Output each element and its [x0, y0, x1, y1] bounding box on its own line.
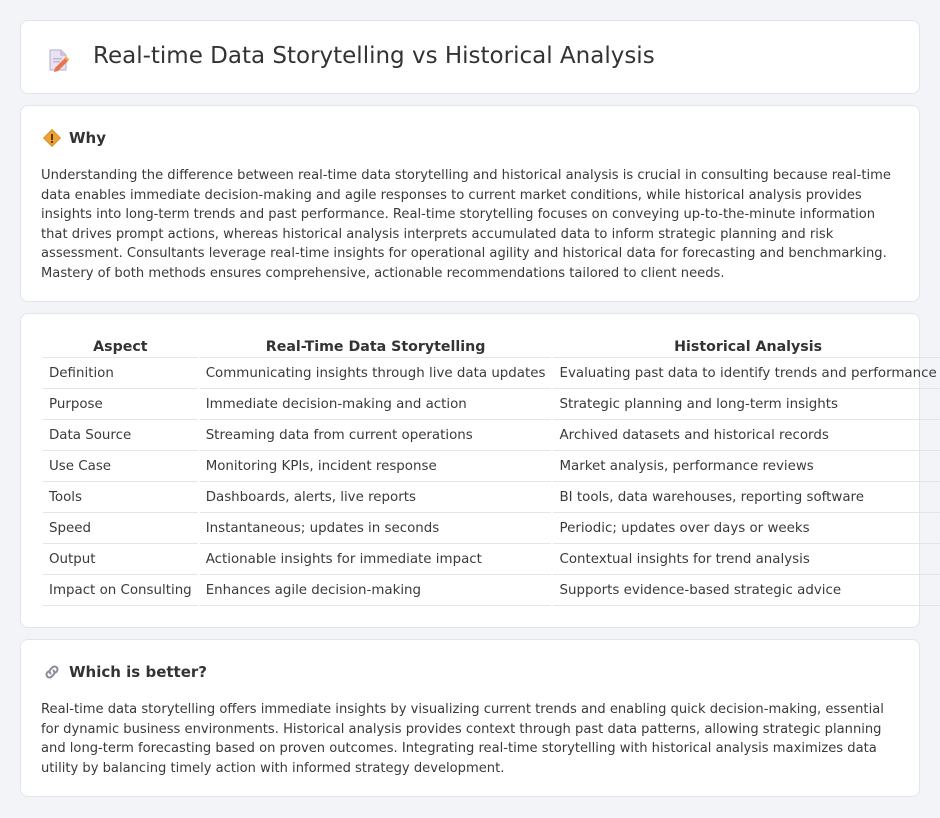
table-cell: Use Case: [43, 451, 198, 482]
diamond-sign-icon: [43, 129, 61, 147]
table-cell: Evaluating past data to identify trends and performance: [553, 358, 940, 389]
column-header-aspect: Aspect: [43, 336, 198, 358]
table-cell: Monitoring KPIs, incident response: [200, 451, 552, 482]
table-row: [43, 544, 940, 575]
table-cell: Market analysis, performance reviews: [553, 451, 940, 482]
table-cell: Enhances agile decision-making: [200, 575, 552, 606]
why-title: Why: [69, 129, 107, 147]
table-cell: Streaming data from current operations: [200, 420, 552, 451]
table-cell: Output: [43, 544, 198, 575]
table-cell: Archived datasets and historical records: [553, 420, 940, 451]
table-cell: Dashboards, alerts, live reports: [200, 482, 552, 513]
table-cell: Immediate decision-making and action: [200, 389, 552, 420]
table-cell: Purpose: [43, 389, 198, 420]
table-row: [43, 389, 940, 420]
which-is-better-section: [20, 639, 920, 797]
table-cell: Data Source: [43, 420, 198, 451]
comparison-section: [20, 313, 937, 628]
table-cell: Instantaneous; updates in seconds: [200, 513, 552, 544]
table-cell: Contextual insights for trend analysis: [553, 544, 940, 575]
link-icon: [43, 663, 61, 681]
table-row: [43, 575, 940, 606]
document-pencil-icon: [47, 48, 69, 72]
why-paragraph: Understanding the difference between real-time data storytelling and historical analysis is crucial in consulting because real-time data enables immediate decision-making and agile responses to current market conditions, while historical analysis provides insights into long-term trends and past performance. Real-time storytelling focuses on conveying up-to-the-minute information that drives prompt actions, whereas historical analysis interprets accumulated data to inform strategic planning and risk assessment. Consultants leverage real-time insights for operational agility and historical data for forecasting and benchmarking. Mastery of both methods ensures comprehensive, actionable recommendations tailored to client needs.: [41, 168, 891, 281]
better-title: Which is better?: [69, 663, 207, 681]
table-cell: BI tools, data warehouses, reporting software: [553, 482, 940, 513]
table-row: [43, 358, 940, 389]
table-cell: Actionable insights for immediate impact: [200, 544, 552, 575]
comparison-table: [41, 336, 940, 606]
better-heading: [43, 662, 207, 682]
better-paragraph: Real-time data storytelling offers immediate insights by visualizing current trends and enabling quick decision-making, essential for dynamic business environments. Historical analysis provides context through past data patterns, allowing strategic planning and long-term forecasting based on proven outcomes. Integrating real-time storytelling with historical analysis maximizes data utility by balancing timely action with informed strategy development.: [41, 702, 884, 776]
table-cell: Periodic; updates over days or weeks: [553, 513, 940, 544]
table-row: [43, 451, 940, 482]
header-card: [20, 20, 920, 94]
table-cell: Supports evidence-based strategic advice: [553, 575, 940, 606]
why-heading: [43, 128, 106, 148]
table-header-row: [43, 336, 940, 358]
column-header-historical: Historical Analysis: [553, 336, 940, 358]
table-cell: Tools: [43, 482, 198, 513]
table-row: [43, 482, 940, 513]
why-section: [20, 105, 920, 302]
column-header-real-time: Real-Time Data Storytelling: [200, 336, 552, 358]
table-cell: Speed: [43, 513, 198, 544]
table-row: [43, 513, 940, 544]
table-cell: Impact on Consulting: [43, 575, 198, 606]
table-cell: Communicating insights through live data updates: [200, 358, 552, 389]
table-cell: Strategic planning and long-term insights: [553, 389, 940, 420]
table-row: [43, 420, 940, 451]
page-title: Real-time Data Storytelling vs Historical Analysis: [93, 43, 655, 69]
table-cell: Definition: [43, 358, 198, 389]
